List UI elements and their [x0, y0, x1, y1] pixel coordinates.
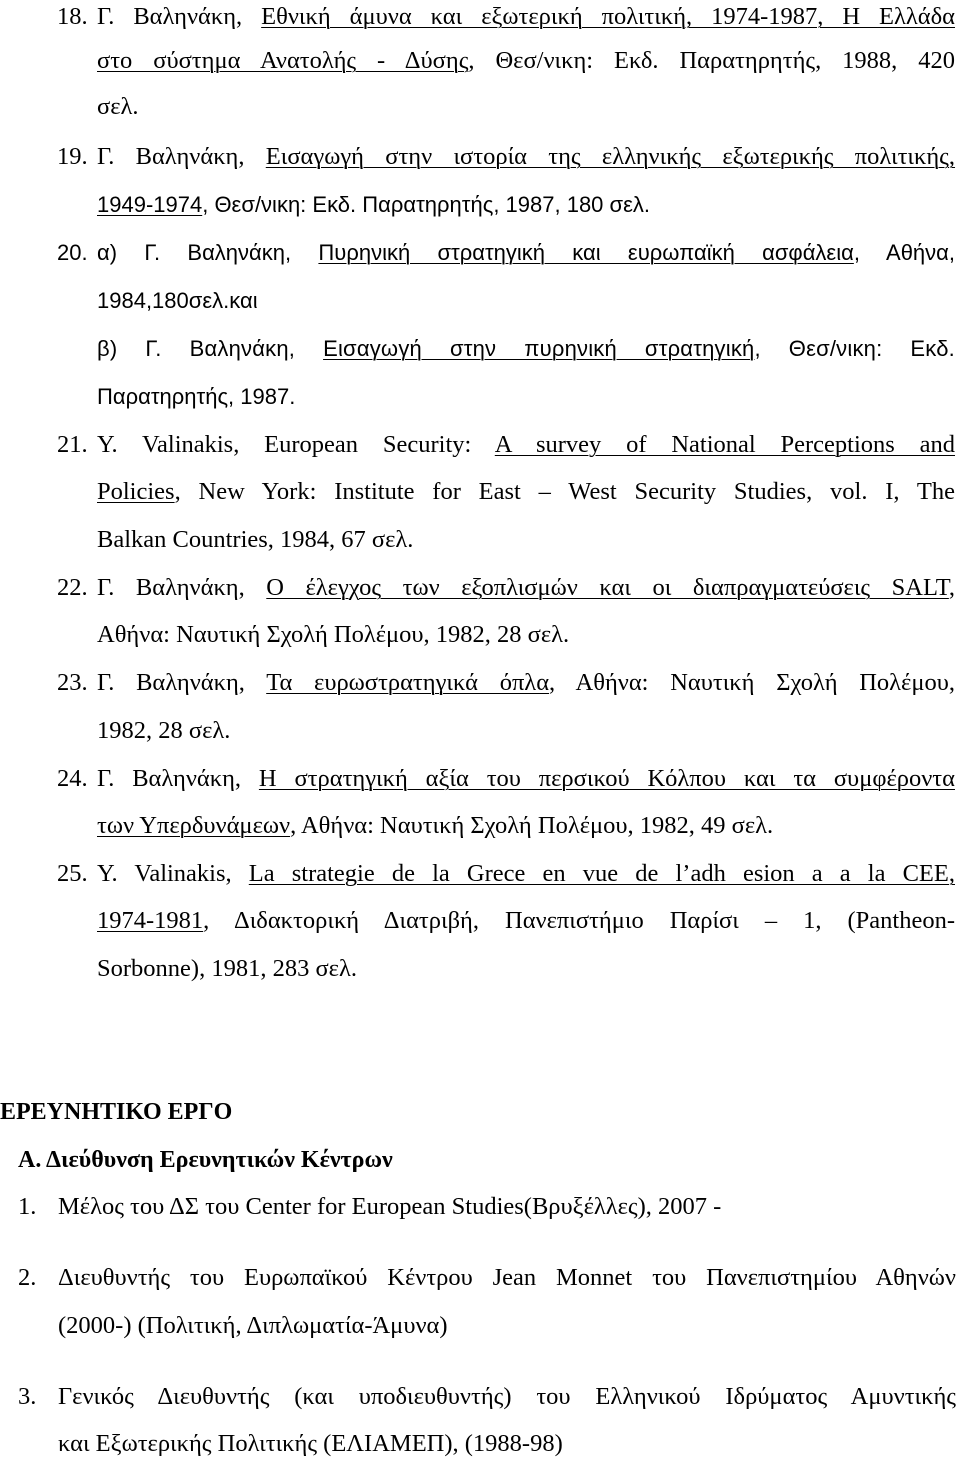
item-number: 3.	[18, 1383, 37, 1410]
entry-19-line-2: 1949-1974, Θεσ/νικη: Εκδ. Παρατηρητής, 1987, 180 σελ.	[97, 192, 651, 217]
entry-24-line-2: των Υπερδυνάμεων, Αθήνα: Ναυτική Σχολή Πολέμου, 1982, 49 σελ.	[97, 812, 774, 839]
entry-20-line-4: Παρατηρητής, 1987.	[97, 384, 296, 409]
entry-18-line-1: 18. Γ. Βαληνάκη, Εθνική άμυνα και εξωτερική πολιτική, 1974-1987, Η Ελλάδα	[57, 3, 955, 30]
entry-title: στο σύστημα Ανατολής - Δύσης	[97, 47, 469, 74]
entry-title: Πυρηνική στρατηγική και ευρωπαϊκή ασφάλεια	[318, 240, 854, 265]
entry-number: 24.	[57, 765, 88, 792]
entry-22-line-1: 22. Γ. Βαληνάκη, Ο έλεγχος των εξοπλισμών και οι διαπραγματεύσεις SALT,	[57, 574, 955, 601]
item-number: 2.	[18, 1264, 37, 1291]
entry-number: 23.	[57, 669, 88, 696]
entry-20-line-2: 1984,180σελ.και	[97, 288, 258, 313]
entry-23-line-1: 23. Γ. Βαληνάκη, Τα ευρωστρατηγικά όπλα, Αθήνα: Ναυτική Σχολή Πολέμου,	[57, 669, 955, 696]
entry-25-line-1: 25. Y. Valinakis, La strategie de la Grece en vue de l’adh esion a a la CEE,	[57, 860, 955, 887]
entry-25-line-3: Sorbonne), 1981, 283 σελ.	[97, 955, 357, 982]
section-heading: ΕΡΕΥΝΗΤΙΚΟ ΕΡΓΟ	[0, 1099, 233, 1125]
entry-title: Ο έλεγχος των εξοπλισμών και οι διαπραγματεύσεις SALT	[266, 574, 949, 601]
entry-title: Εισαγωγή στην ιστορία της ελληνικής εξωτερικής πολιτικής,	[265, 143, 956, 170]
entry-number: 21.	[57, 431, 88, 458]
item-number: 1.	[18, 1193, 37, 1220]
entry-title: Policies	[97, 478, 175, 505]
entry-number: 19.	[57, 143, 88, 170]
entry-22-line-2: Αθήνα: Ναυτική Σχολή Πολέμου, 1982, 28 σελ.	[97, 621, 570, 648]
research-item-2: 2. Διευθυντής του Ευρωπαϊκού Κέντρου Jean Monnet του Πανεπιστημίου Αθηνών	[18, 1264, 956, 1291]
research-item-1: 1. Μέλος του ΔΣ του Center for European Studies(Βρυξέλλες), 2007 -	[18, 1193, 722, 1220]
entry-title: Τα ευρωστρατηγικά όπλα	[266, 669, 550, 696]
entry-number: 25.	[57, 860, 88, 887]
entry-18-line-3: σελ.	[97, 93, 139, 120]
entry-20-line-1: 20. α) Γ. Βαληνάκη, Πυρηνική στρατηγική και ευρωπαϊκή ασφάλεια, Αθήνα,	[97, 238, 955, 268]
entry-21-line-3: Balkan Countries, 1984, 67 σελ.	[97, 526, 414, 553]
section-subheading: Α. Διεύθυνση Ερευνητικών Κέντρων	[18, 1147, 393, 1173]
entry-19-line-1: 19. Γ. Βαληνάκη, Εισαγωγή στην ιστορία της ελληνικής εξωτερικής πολιτικής,	[57, 143, 956, 170]
entry-25-line-2: 1974-1981, Διδακτορική Διατριβή, Πανεπιστήμιο Παρίσι – 1, (Pantheon-	[97, 907, 955, 934]
entry-24-line-1: 24. Γ. Βαληνάκη, Η στρατηγική αξία του περσικού Κόλπου και τα συμφέροντα	[57, 765, 955, 792]
entry-number: 22.	[57, 574, 88, 601]
entry-title: Εισαγωγή στην πυρηνική στρατηγική	[323, 336, 755, 361]
entry-18-line-2: στο σύστημα Ανατολής - Δύσης, Θεσ/νικη: Εκδ. Παρατηρητής, 1988, 420	[97, 47, 955, 74]
entry-title: 1949-1974	[97, 192, 203, 217]
entry-title: Εθνική άμυνα και εξωτερική πολιτική, 1974-1987, Η Ελλάδα	[261, 3, 955, 30]
research-item-2-line-2: (2000-) (Πολιτική, Διπλωματία-Άμυνα)	[58, 1312, 448, 1339]
research-item-3: 3. Γενικός Διευθυντής (και υποδιευθυντής) του Ελληνικού Ιδρύματος Αμυντικής	[18, 1383, 956, 1410]
entry-title: La strategie de la Grece en vue de l’adh esion a a la CEE,	[248, 860, 955, 887]
entry-20-line-3: β) Γ. Βαληνάκη, Εισαγωγή στην πυρηνική στρατηγική, Θεσ/νικη: Εκδ.	[97, 336, 955, 361]
entry-23-line-2: 1982, 28 σελ.	[97, 717, 231, 744]
entry-title: των Υπερδυνάμεων	[97, 812, 291, 839]
entry-title: 1974-1981	[97, 907, 204, 934]
entry-21-line-2: Policies, New York: Institute for East – West Security Studies, vol. I, The	[97, 478, 955, 505]
entry-number: 20.	[57, 240, 88, 265]
entry-number: 18.	[57, 3, 88, 30]
entry-21-line-1: 21. Y. Valinakis, European Security: A survey of National Perceptions and	[57, 431, 956, 458]
entry-title: A survey of National Perceptions and	[494, 431, 956, 458]
research-item-3-line-2: και Εξωτερικής Πολιτικής (ΕΛΙΑΜΕΠ), (1988-98)	[58, 1430, 563, 1457]
entry-title: Η στρατηγική αξία του περσικού Κόλπου και τα συμφέροντα	[258, 765, 955, 792]
